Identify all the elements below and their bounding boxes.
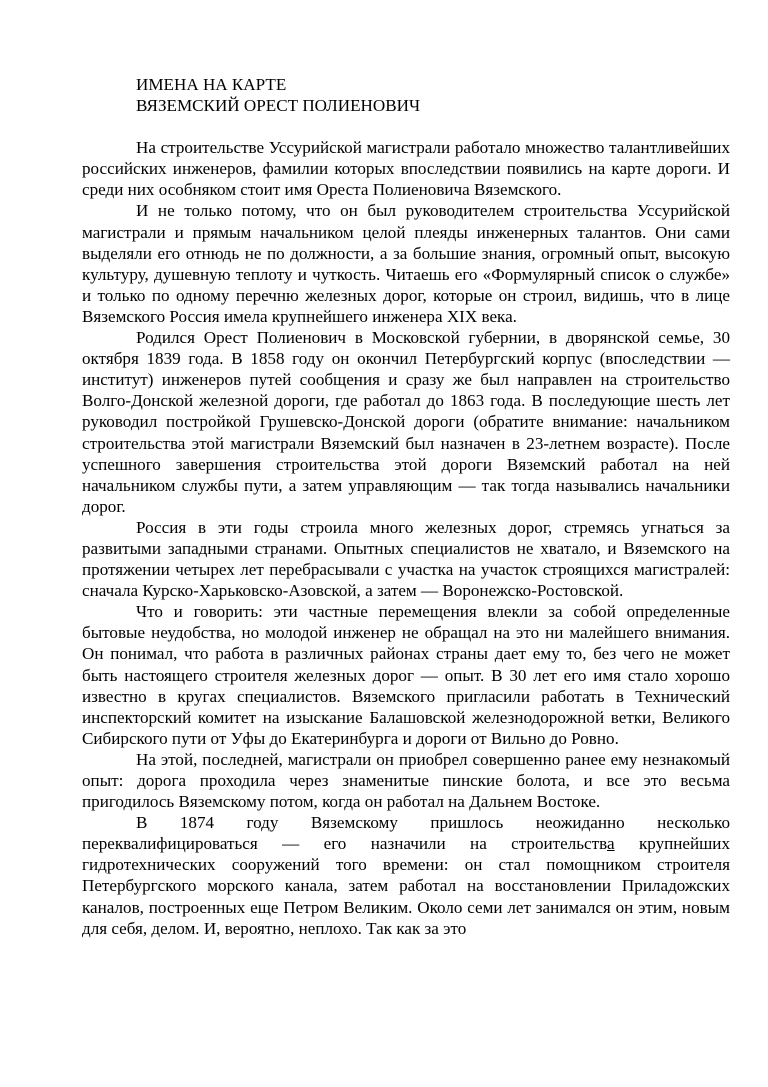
document-page bbox=[82, 74, 730, 939]
paragraph-7-part-1: В 1874 году Вяземскому пришлось неожиданно несколько переквалифицироваться — его назначили на строительств bbox=[82, 813, 730, 854]
paragraph-7 bbox=[82, 812, 730, 939]
title-block bbox=[82, 74, 730, 116]
paragraph-6: На этой, последней, магистрали он приобрел совершенно ранее ему незнакомый опыт: дорога проходила через знаменитые пинские болота, и все это весьма пригодилось Вяземскому потом, когда он работал на Дальнем Востоке. bbox=[82, 749, 730, 812]
document-title: ИМЕНА НА КАРТЕ bbox=[136, 75, 287, 94]
paragraph-4: Россия в эти годы строила много железных дорог, стремясь угнаться за развитыми западными странами. Опытных специалистов не хватало, и Вяземского на протяжении четырех лет перебрасывали с участка на участок строящихся магистралей: сначала Курско-Харьковско-Азовской, а затем — Воронежско-Ростовской. bbox=[82, 517, 730, 601]
underlined-letter: а bbox=[606, 834, 615, 854]
document-subtitle: ВЯЗЕМСКИЙ ОРЕСТ ПОЛИЕНОВИЧ bbox=[136, 96, 421, 116]
paragraph-2: И не только потому, что он был руководителем строительства Уссурийской магистрали и прямым начальником целой плеяды инженерных талантов. Они сами выделяли его отнюдь не по должности, а за большие знания, огромный опыт, высокую культуру, душевную теплоту и чуткость. Читаешь его «Формулярный список о службе» и только по одному перечню железных дорог, которые он строил, видишь, что в лице Вяземского Россия имела крупнейшего инженера XIX века. bbox=[82, 201, 730, 326]
paragraph-5: Что и говорить: эти частные перемещения влекли за собой определенные бытовые неудобства, но молодой инженер не обращал на это ни малейшего внимания. Он понимал, что работа в различных районах страны дает ему то, без чего не может быть настоящего строителя железных дорог — опыт. В 30 лет его имя стало хорошо известно в кругах специалистов. Вяземского пригласили работать в Технический инспекторский комитет на изыскание Балашовской железнодорожной ветки, Великого Сибирского пути от Уфы до Екатеринбурга и дороги от Вильно до Ровно. bbox=[82, 602, 730, 748]
paragraph-7-part-2: крупнейших гидротехнических сооружений того времени: он стал помощником строителя Петербургского морского канала, затем работал на восстановлении Приладожских каналов, построенных еще Петром Великим. Около семи лет занимался он этим, новым для себя, делом. И, вероятно, неплохо. Так как за это bbox=[82, 834, 731, 938]
paragraph-3: Родился Орест Полиенович в Московской губернии, в дворянской семье, 30 октября 1839 года. В 1858 году он окончил Петербургский корпус (впоследствии — институт) инженеров путей сообщения и сразу же был направлен на строительство Волго-Донской железной дороги, где работал до 1863 года. В последующие шесть лет руководил постройкой Грушевско-Донской дороги (обратите внимание: начальником строительства этой магистрали Вяземский был назначен в 23-летнем возрасте). После успешного завершения строительства этой дороги Вяземский работал на ней начальником службы пути, а затем управляющим — так тогда назывались начальники дорог. bbox=[82, 328, 730, 516]
paragraph-1: На строительстве Уссурийской магистрали работало множество талантливейших российских инженеров, фамилии которых впоследствии появились на карте дороги. И среди них особняком стоит имя Ореста Полиеновича Вяземского. bbox=[82, 138, 730, 200]
